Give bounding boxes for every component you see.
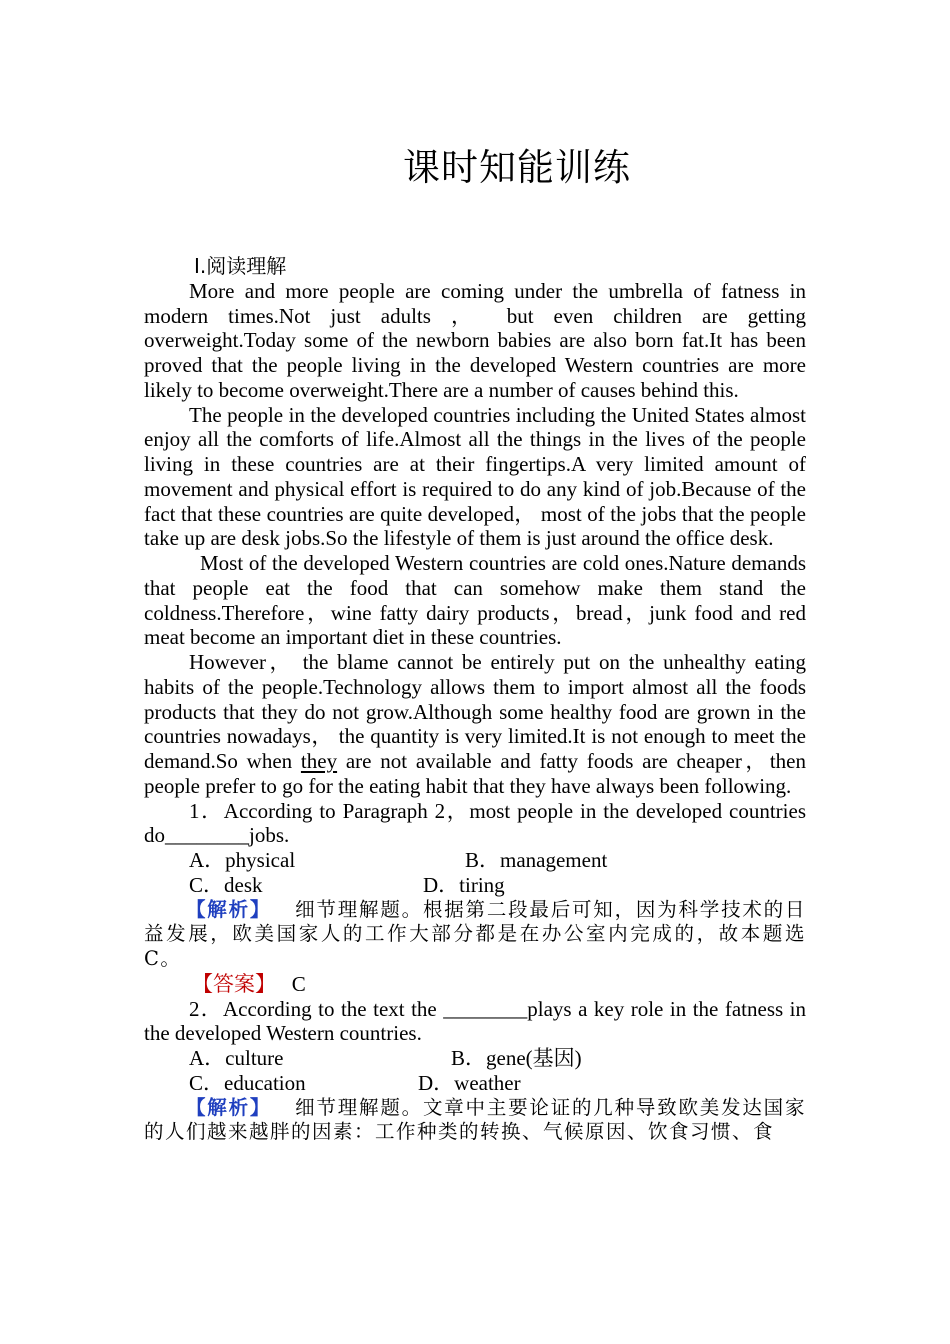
option-b: B．gene(基因) bbox=[451, 1046, 582, 1070]
question-1-analysis bbox=[144, 898, 806, 972]
page-title: 课时知能训练 bbox=[403, 146, 631, 189]
underlined-word: they bbox=[300, 749, 338, 773]
question-1-answer bbox=[144, 972, 806, 997]
answer-value: C bbox=[291, 971, 306, 996]
option-c: C．education bbox=[189, 1070, 306, 1095]
analysis-tag: 【解析】 bbox=[186, 1095, 272, 1119]
analysis-text: 细节理解题。文章中主要论证的几种导致欧美发达国家的人们越来越胖的因素：工作种类的转换、气候原因、饮食习惯、食 bbox=[144, 1095, 806, 1144]
question-2-stem: 2．According to the text the ________plays a key role in the fatness in the developed Western countries. bbox=[144, 996, 806, 1046]
analysis-tag: 【解析】 bbox=[186, 897, 272, 921]
question-2-options-row-1 bbox=[144, 1046, 806, 1071]
question-2-analysis bbox=[144, 1096, 806, 1146]
passage-paragraph-3: Most of the developed Western countries are cold ones.Nature demands that people eat the food that can somehow make them stand the coldness.Therefore，wine fatty dairy products，bread，junk food and red meat become an important diet in these countries. bbox=[144, 551, 806, 650]
option-b: B．management bbox=[465, 848, 608, 872]
option-a: A．physical bbox=[189, 848, 296, 872]
paragraph-4-text-after: are not available and fatty foods are cheaper，then people prefer to go for the eating habit that they have always been following. bbox=[144, 749, 806, 798]
question-1-options-row-2 bbox=[144, 873, 806, 898]
option-d: D．weather bbox=[418, 1070, 521, 1095]
section-heading: Ⅰ.阅读理解 bbox=[194, 254, 287, 278]
document-body bbox=[144, 254, 806, 1145]
paragraph-4-text-before: However， the blame cannot be entirely put on the unhealthy eating habits of the people.Technology allows them to import almost all the foods products that they do not grow.Although some healthy food are grown in the countries nowadays， the quantity is very limited.It is not enough to meet the demand.So when bbox=[144, 650, 806, 773]
passage-paragraph-1: More and more people are coming under the umbrella of fatness in modern times.Not just adults ， but even children are getting overweight.Today some of the newborn babies are also born fat.It has been proved that the people living in the developed Western countries are more likely to become overweight.There are a number of causes behind this. bbox=[144, 278, 806, 402]
passage-paragraph-2: The people in the developed countries including the United States almost enjoy all the comforts of life.Almost all the things in the lives of the people living in these countries are at their fingertips.A very limited amount of movement and physical effort is required to do any kind of job.Because of the fact that these countries are quite developed， most of the jobs that the people take up are desk jobs.So the lifestyle of them is just around the office desk. bbox=[144, 402, 806, 551]
question-1-options-row-1 bbox=[144, 848, 806, 873]
option-d: D．tiring bbox=[423, 872, 505, 897]
option-a: A．culture bbox=[189, 1046, 284, 1070]
question-1-stem: 1．According to Paragraph 2，most people in the developed countries do________jobs. bbox=[144, 798, 806, 848]
option-c: C．desk bbox=[189, 872, 263, 897]
passage-paragraph-4 bbox=[144, 650, 806, 799]
question-2-options-row-2 bbox=[144, 1071, 806, 1096]
answer-tag: 【答案】 bbox=[192, 971, 276, 996]
analysis-text: 细节理解题。根据第二段最后可知，因为科学技术的日益发展，欧美国家人的工作大部分都是在办公室内完成的，故本题选C。 bbox=[144, 897, 806, 970]
